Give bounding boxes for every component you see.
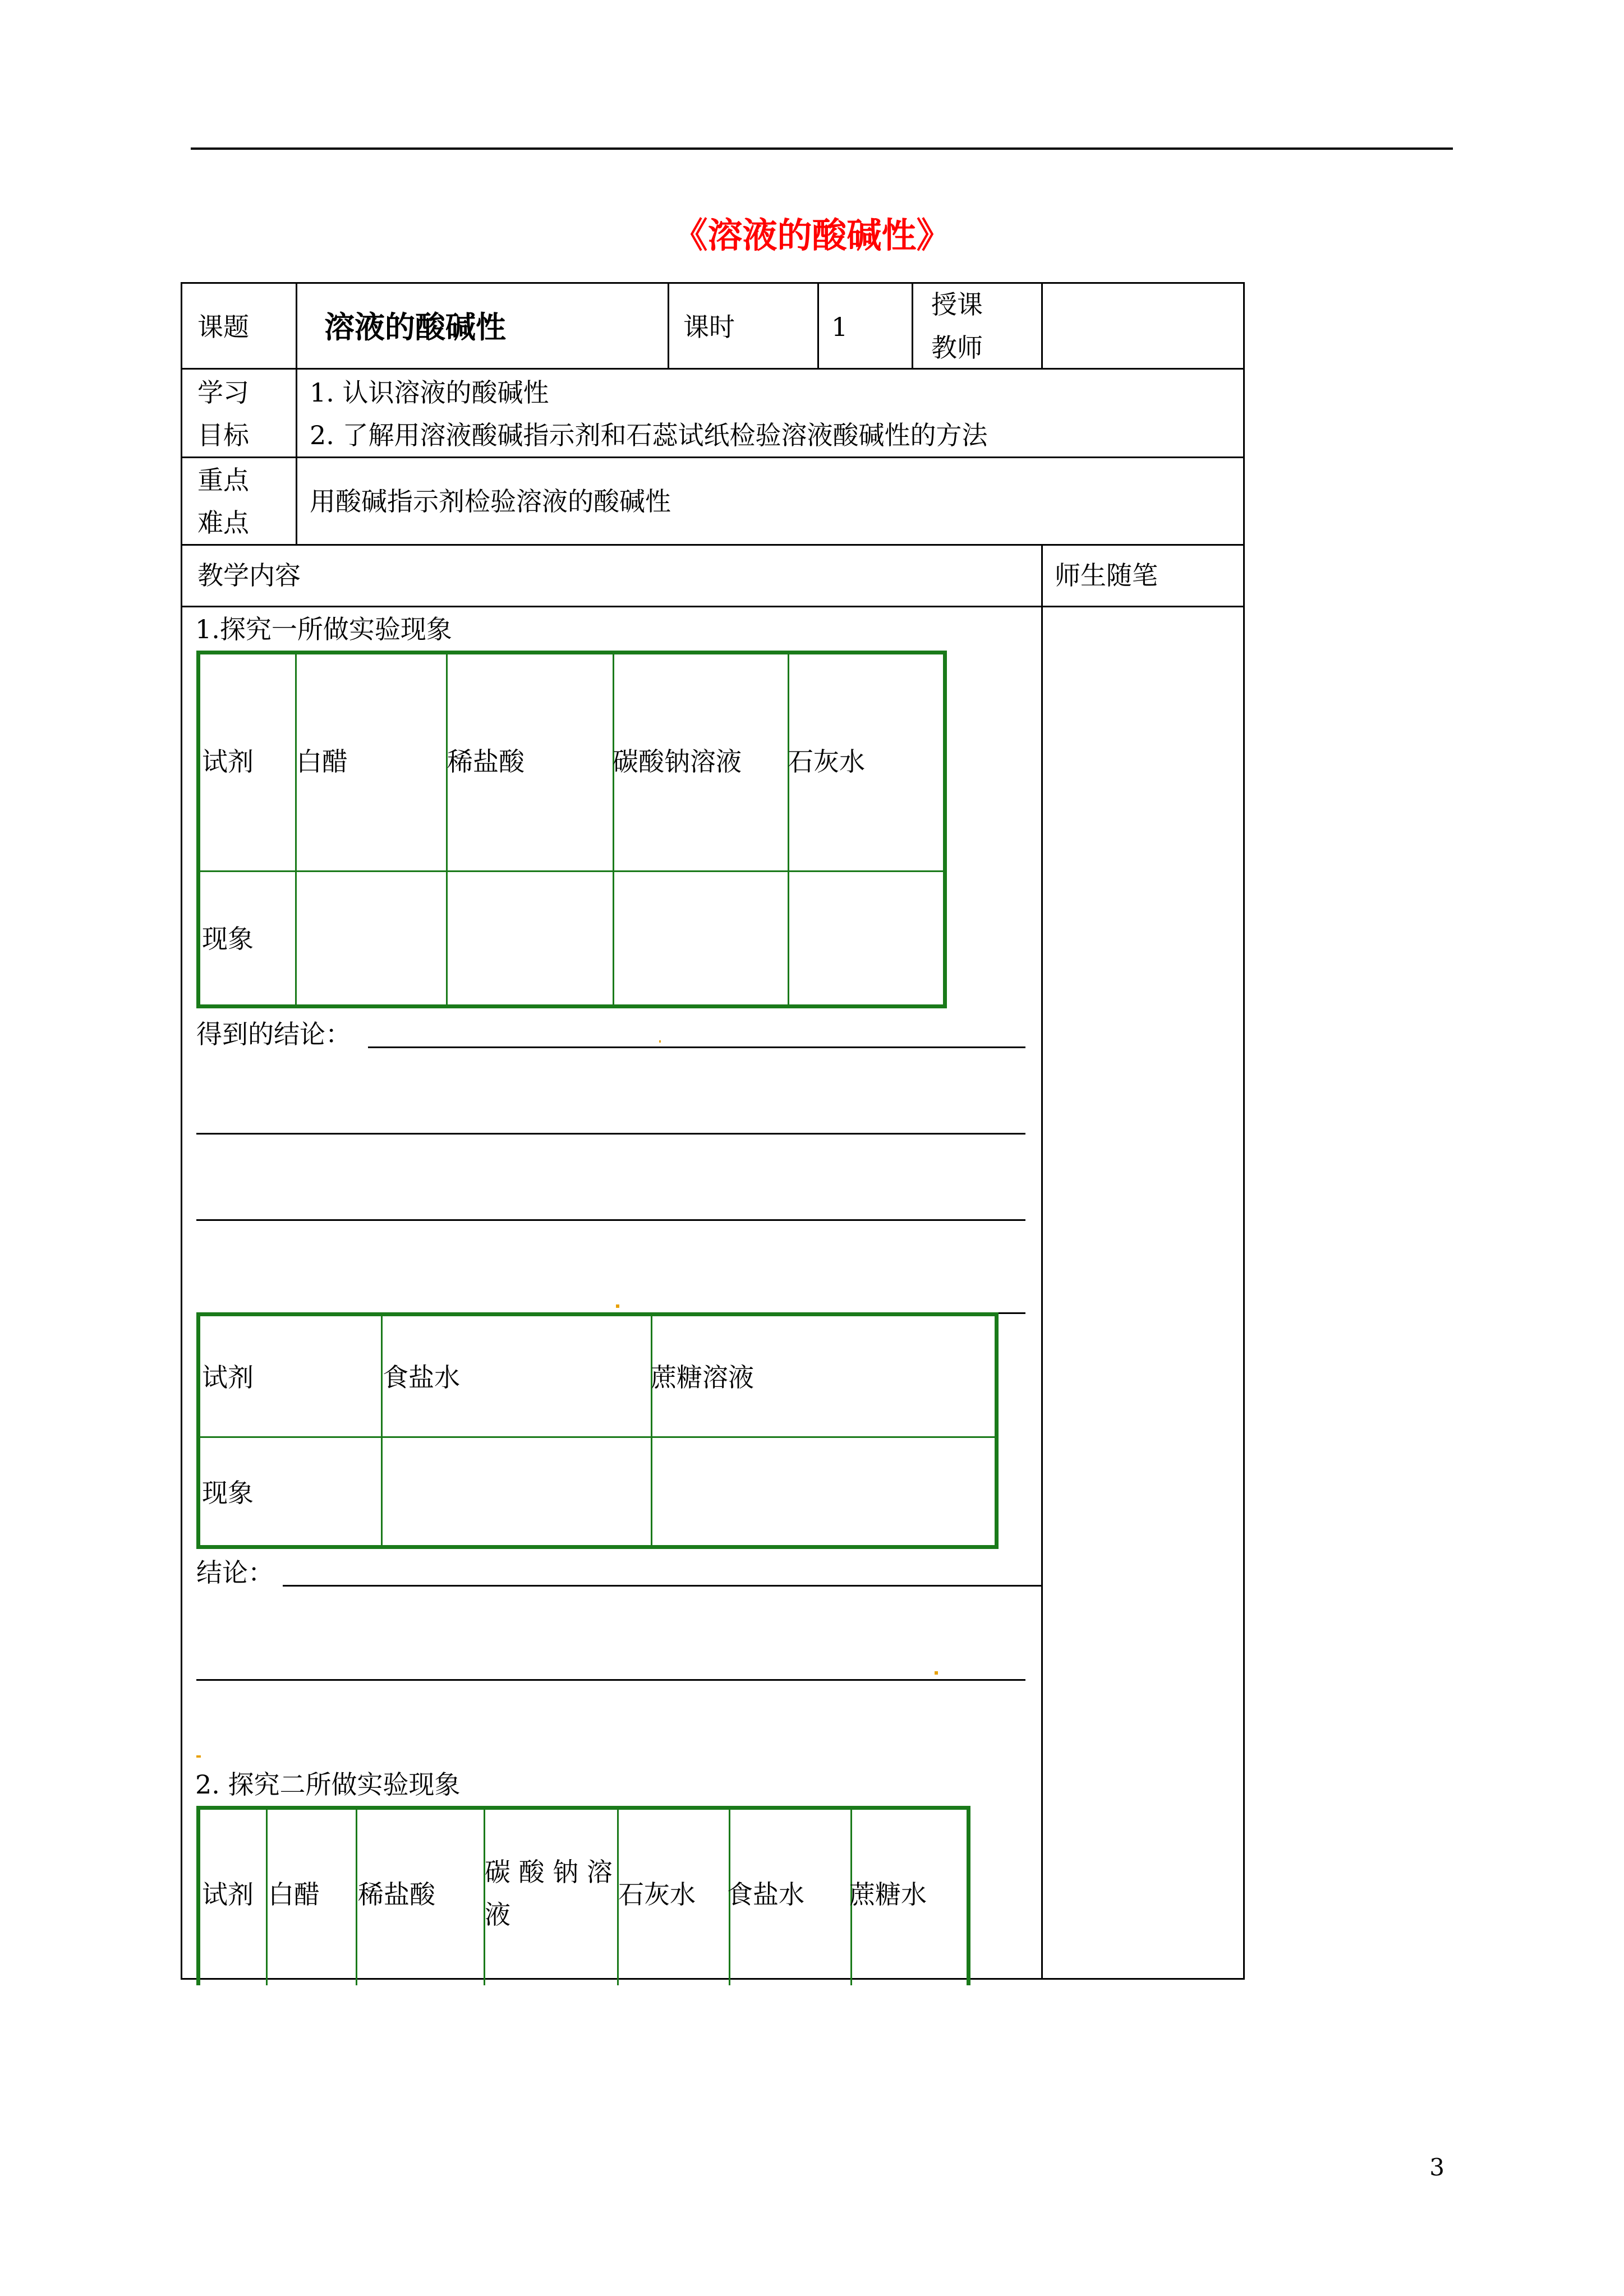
key-points-label-line2: 难点 xyxy=(197,508,249,538)
s2-cell-dilute-hcl: 稀盐酸 xyxy=(358,1879,435,1910)
s2-cell-vinegar: 白醋 xyxy=(268,1879,320,1910)
s1b-cell-sugar-solution: 蔗糖溶液 xyxy=(651,1362,754,1393)
s1-cell-phenomenon: 现象 xyxy=(202,924,254,954)
table-row-divider-1 xyxy=(181,368,1245,370)
content-header-right: 师生随笔 xyxy=(1055,560,1158,591)
table-col-divider-hours-value xyxy=(817,282,819,370)
s2-cell-reagent: 试剂 xyxy=(202,1879,254,1910)
table-col-divider-teacher xyxy=(912,282,913,370)
s1-cell-vinegar: 白醋 xyxy=(296,746,348,777)
key-points-value: 用酸碱指示剂检验溶液的酸碱性 xyxy=(310,486,671,517)
section1b-conclusion-label: 结论： xyxy=(196,1557,274,1588)
s1-cell-reagent: 试剂 xyxy=(202,746,254,777)
table-row-divider-2 xyxy=(181,457,1245,458)
s2-cell-sodium-carbonate-wrap: 液 xyxy=(485,1899,510,1930)
table-row-divider-3 xyxy=(181,544,1245,546)
topic-label: 课题 xyxy=(197,312,249,342)
header-rule xyxy=(191,147,1453,150)
table-border-left xyxy=(181,282,182,1980)
section1b-conclusion-line-1 xyxy=(283,1585,1041,1587)
section1-conclusion-line-2 xyxy=(196,1133,1025,1135)
table-label-col-divider xyxy=(296,282,297,544)
stray-mark-4 xyxy=(196,1755,201,1758)
table-border-right xyxy=(1243,282,1245,1980)
hours-label: 课时 xyxy=(683,312,735,342)
s1-cell-sodium-carbonate: 碳酸钠溶液 xyxy=(613,746,742,777)
s1b-cell-phenomenon: 现象 xyxy=(202,1478,254,1508)
stray-mark-3 xyxy=(935,1671,938,1675)
section1-conclusion-line-3 xyxy=(196,1219,1025,1221)
s1-cell-dilute-hcl: 稀盐酸 xyxy=(447,746,525,777)
content-header-left: 教学内容 xyxy=(197,560,301,591)
table-col-divider-teacher-value xyxy=(1041,282,1043,370)
stray-mark-2 xyxy=(616,1304,619,1308)
objective-item-2: 2. 了解用溶液酸碱指示剂和石蕊试纸检验溶液酸碱性的方法 xyxy=(310,420,988,450)
section1-experiment-table xyxy=(196,651,947,1008)
page-number: 3 xyxy=(1429,2154,1444,2181)
hours-value: 1 xyxy=(831,312,848,342)
section1-conclusion-label: 得到的结论： xyxy=(196,1019,351,1049)
section1-heading: 1.探究一所做实验现象 xyxy=(195,614,452,644)
teacher-label-line1: 授课 xyxy=(931,289,983,320)
document-title: 《溶液的酸碱性》 xyxy=(673,215,951,256)
s2-cell-sugar-water: 蔗糖水 xyxy=(849,1879,927,1910)
section1b-conclusion-line-2 xyxy=(196,1679,1025,1681)
objectives-label-line1: 学习 xyxy=(197,377,249,408)
objective-item-1: 1. 认识溶液的酸碱性 xyxy=(310,377,549,408)
key-points-label-line1: 重点 xyxy=(197,465,249,495)
table-border-top xyxy=(181,282,1245,284)
section2-heading: 2. 探究二所做实验现象 xyxy=(195,1769,461,1800)
table-row-divider-4 xyxy=(181,606,1245,607)
s2-cell-limewater: 石灰水 xyxy=(618,1879,696,1910)
s2-cell-salt-water: 食盐水 xyxy=(727,1879,804,1910)
table-notes-col-divider xyxy=(1041,544,1043,1980)
table-col-divider-hours xyxy=(668,282,669,370)
section1-conclusion-line-1 xyxy=(368,1046,1025,1048)
objectives-label-line2: 目标 xyxy=(197,420,249,450)
section1b-experiment-table xyxy=(196,1312,999,1549)
s1b-cell-reagent: 试剂 xyxy=(202,1362,254,1393)
teacher-label-line2: 教师 xyxy=(931,333,983,363)
section1-conclusion-line-4 xyxy=(999,1312,1025,1314)
topic-value: 溶液的酸碱性 xyxy=(324,309,506,345)
s1-cell-limewater: 石灰水 xyxy=(788,746,865,777)
s1b-cell-salt-water: 食盐水 xyxy=(383,1362,460,1393)
s2-cell-sodium-carbonate: 碳 酸 钠 溶 xyxy=(485,1857,613,1887)
stray-mark-1 xyxy=(659,1040,661,1043)
